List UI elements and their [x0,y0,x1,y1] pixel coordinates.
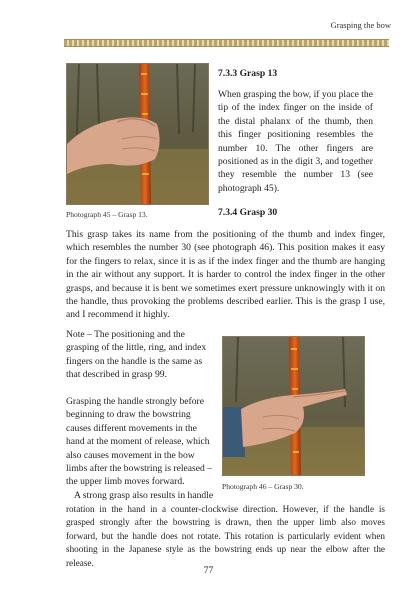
page-number: 77 [203,565,214,576]
photograph-45 [66,63,209,205]
photo-46-caption: Photograph 46 – Grasp 30. [222,482,304,491]
decorative-rule [64,39,389,47]
section-7-3-4-text: This grasp takes its name from the positioning of the thumb and index finger, which resembles the number 30 (see photograph 46). This position makes it easy for the fingers to relax, since it is as if the index finger and the thumb are hanging in the air without any support. It is harder to control the index finger in the other grasps, and because it is bent we sometimes exert pressure unknowingly with it on the handle, thus provoking the problems described earlier. This is the grasp I use, and I recommend it highly. [66,229,385,321]
photo-45-caption: Photograph 45 – Grasp 13. [66,210,148,219]
grasping-paragraph: Grasping the handle strongly before beginning to draw the bowstring causes different movements in the hand at the moment of release, which also causes movement in the bow limbs after the bowstring is released – the upper limb moves forward. [66,396,213,488]
strong-grasp-paragraph-start: A strong grasp also results in handle [74,490,214,501]
photograph-46 [222,336,365,476]
running-header: Grasping the bow [330,20,391,30]
note-text: Note – The positioning and the grasping of the little, ring, and index fingers on the handle is the same as that described in grasp 99. [66,329,207,381]
section-7-3-3-text: When grasping the bow, if you place the tip of the index finger on the inside of the distal phalanx of the thumb, then this finger positioning resembles the number 10. The other fingers are positioned as in the digit 3, and together they resemble the number 13 (see photograph 45). [218,89,373,194]
strong-grasp-paragraph-rest: rotation in the hand in a counter-clockwise direction. However, if the handle is grasped strongly after the bowstring is drawn, then the upper limb also moves forward, but the handle does not rotate. This rotation is particularly evident when shooting in the Japanese style as the bowstring ends up near the elbow after the release. [66,504,385,568]
section-heading-7-3-4: 7.3.4 Grasp 30 [218,207,278,218]
section-heading-7-3-3: 7.3.3 Grasp 13 [218,68,278,79]
